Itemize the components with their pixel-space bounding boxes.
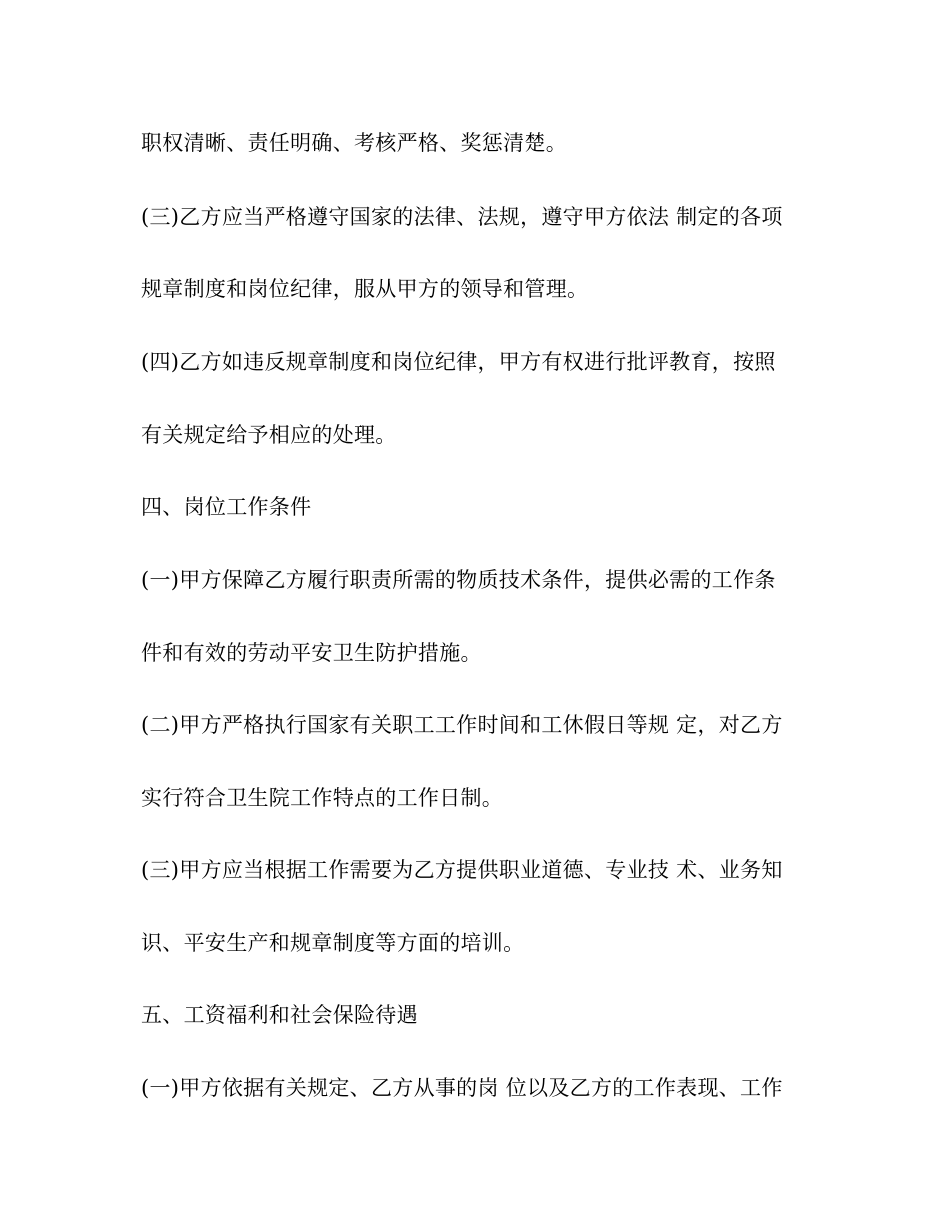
text-line-9: (二)甲方严格执行国家有关职工工作时间和工休假日等规 定，对乙方	[141, 713, 783, 737]
text-line-11: (三)甲方应当根据工作需要为乙方提供职业道德、专业技 术、业务知	[141, 858, 783, 882]
text-line-10: 实行符合卫生院工作特点的工作日制。	[141, 786, 504, 810]
text-line-12: 识、平安生产和规章制度等方面的培训。	[141, 931, 525, 955]
text-line-1: 职权清晰、责任明确、考核严格、奖惩清楚。	[141, 131, 567, 155]
text-line-8: 件和有效的劳动平安卫生防护措施。	[141, 641, 482, 665]
text-line-7: (一)甲方保障乙方履行职责所需的物质技术条件，提供必需的工作条	[141, 568, 776, 592]
section-heading-5: 五、工资福利和社会保险待遇	[141, 1003, 418, 1027]
text-line-4: (四)乙方如违反规章制度和岗位纪律，甲方有权进行批评教育，按照	[141, 350, 776, 374]
text-line-14: (一)甲方依据有关规定、乙方从事的岗 位以及乙方的工作表现、工作	[141, 1076, 783, 1100]
section-heading-4: 四、岗位工作条件	[141, 495, 312, 519]
text-line-2: (三)乙方应当严格遵守国家的法律、法规，遵守甲方依法 制定的各项	[141, 205, 783, 229]
text-line-3: 规章制度和岗位纪律，服从甲方的领导和管理。	[141, 277, 589, 301]
text-line-5: 有关规定给予相应的处理。	[141, 423, 397, 447]
